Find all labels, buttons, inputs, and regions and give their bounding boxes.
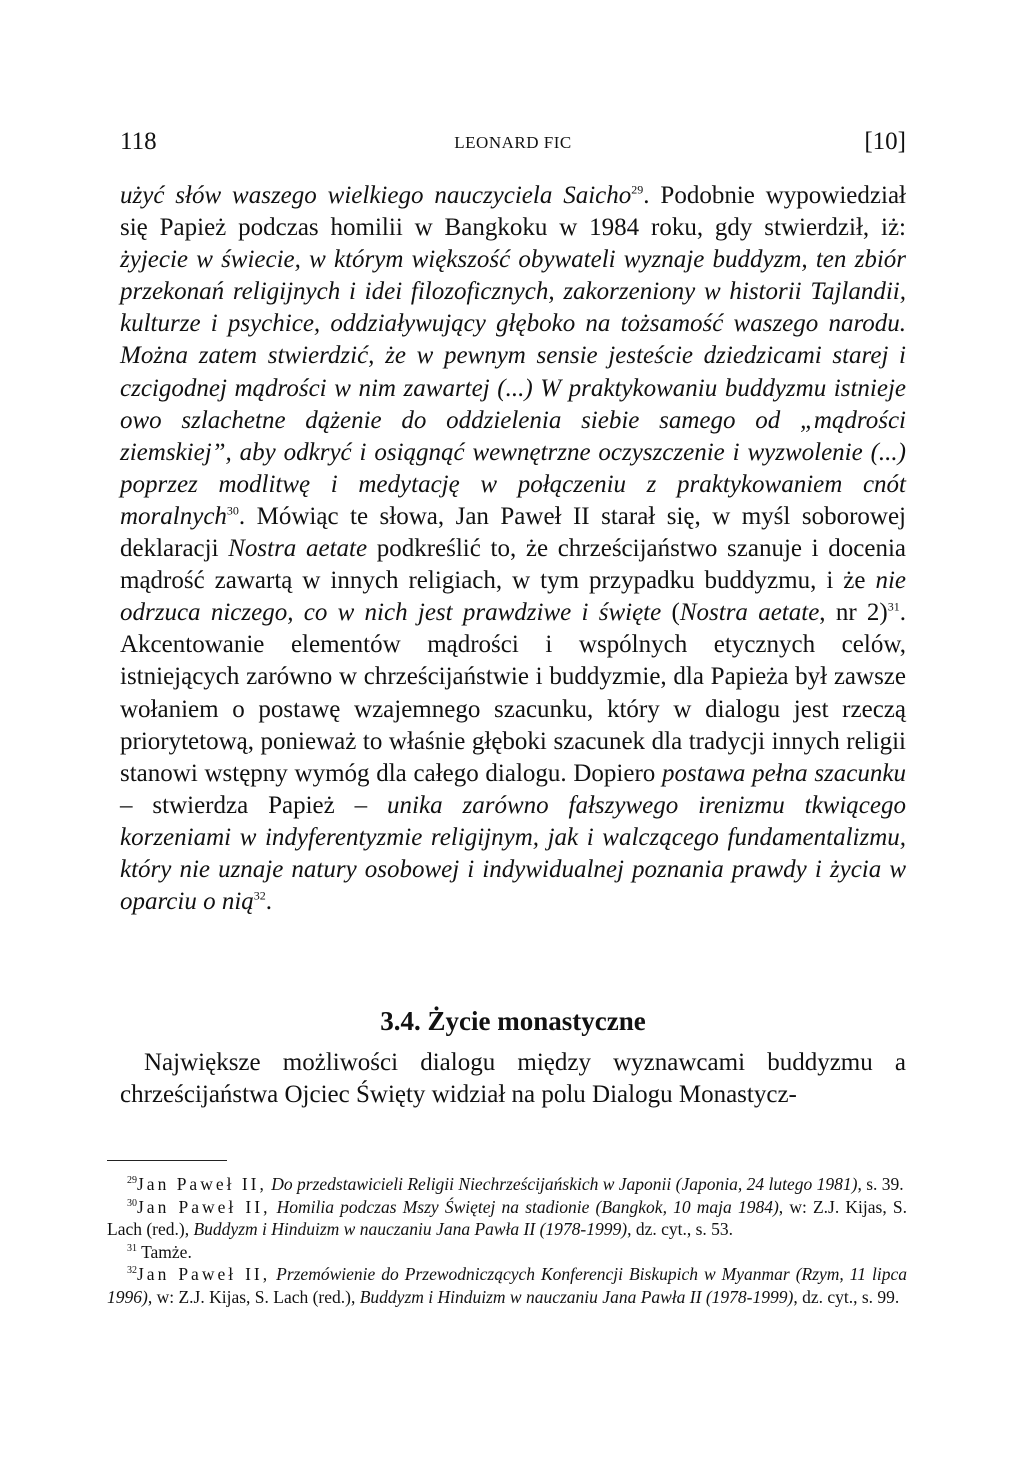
footnote-text: , w: Z.J. Kijas, S. Lach (red.),	[147, 1286, 360, 1307]
footnote-author: Jan Paweł II,	[137, 1196, 271, 1217]
footnote-ref: 32	[253, 888, 266, 903]
paragraph	[120, 180, 906, 918]
footnote-number: 30	[127, 1197, 137, 1209]
footnote-author: Jan Paweł II,	[137, 1174, 267, 1194]
footnote-ref: 31	[887, 599, 900, 614]
footnote-book: Buddyzm i Hinduizm w nauczaniu Jana Pawła II (1978-1999)	[193, 1219, 628, 1240]
footnote-book: Buddyzm i Hinduizm w nauczaniu Jana Pawła II (1978-1999)	[359, 1286, 794, 1307]
footnote-ref: 30	[226, 503, 239, 518]
section-heading: 3.4. Życie monastyczne	[380, 1006, 646, 1036]
footnote-text: , dz. cyt., s. 99.	[793, 1286, 900, 1307]
footnote-text: Tamże.	[141, 1241, 192, 1262]
quote-text: postawa pełna szacunku	[662, 759, 906, 787]
footnote-title: Przemówienie do Przewodniczących Konferencji Biskupich w Myanmar (Rzym, 11 lipca 1996)	[107, 1264, 907, 1307]
footnote-29	[107, 1173, 907, 1196]
body-text-run: , nr 2)	[819, 599, 888, 627]
footnote-number: 32	[127, 1265, 137, 1277]
body-text-run: .	[265, 888, 273, 916]
footnote-ref: 29	[631, 182, 644, 197]
body-text-run: . Akcentowanie elementów mądrości i wspólnych etycznych celów, istniejących zarówno w chrześcijaństwie i buddyzmie, dla Papieża był zawsze wołaniem o postawę wzajemnego szacunku, który w dialogu jest rzeczą priorytetową, ponieważ to właśnie głęboki szacunek dla tradycji innych religii stanowi wstępny wymóg dla całego dialogu. Dopiero	[120, 599, 907, 787]
footnote-author: Jan Paweł II,	[137, 1264, 271, 1285]
quote-text: nie odrzuca niczego, co w nich jest prawdziwe i święte	[120, 567, 906, 627]
footnote-number: 29	[127, 1175, 137, 1187]
quote-text: użyć słów waszego wielkiego nauczyciela Saicho	[120, 182, 632, 209]
footnote-number: 31	[127, 1242, 137, 1254]
quote-text: unika zarówno fałszywego irenizmu tkwiącego korzeniami w indyferentyzmie religijnym, jak i walczącego fundamentalizmu, który nie uznaje natury osobowej i indywidualnej poznania prawdy i życia w oparciu o nią	[120, 791, 906, 916]
quote-text: żyjecie w świecie, w którym większość obywateli wyznaje buddyzm, ten zbiór przekonań religijnych i idei filozoficznych, zakorzeniony w historii Tajlandii, kulturze i psychice, oddziaływujący głęboko na tożsamość waszego narodu. Można zatem stwierdzić, że w pewnym sensie jesteście dziedzicami starej i czcigodnej mądrości w nim zawartej (...) W praktykowaniu buddyzmu istnieje owo szlachetne dążenie do oddzielenia siebie samego od „mądrości ziemskiej”, aby odkryć i osiągnąć wewnętrzne oczyszczenie i wyzwolenie (...) poprzez modlitwę i medytację w połączeniu z praktykowaniem cnót moralnych	[120, 246, 906, 530]
footnote-title: Do przedstawicieli Religii Niechrześcijańskich w Japonii (Japonia, 24 lutego 1981)	[271, 1174, 858, 1194]
main-text	[120, 180, 906, 918]
body-text-run: podkreślić to, że chrześcijaństwo szanuje i docenia mądrość zawartą w innych religiach, w tym przypadku buddyzmu, i że	[120, 535, 906, 595]
footnotes	[107, 1173, 907, 1309]
body-text-run: – stwierdza Papież –	[120, 791, 388, 819]
running-head-author: LEONARD FIC	[454, 133, 572, 152]
document-title: Nostra aetate	[679, 599, 820, 627]
body-text-run: . Mówiąc te słowa, Jan Paweł II starał się, w myśl soborowej deklaracji	[120, 502, 906, 563]
body-text-run: (	[661, 599, 680, 627]
document-title: Nostra aetate	[228, 535, 368, 563]
running-header	[120, 128, 906, 160]
footnote-text: , s. 39.	[857, 1174, 904, 1194]
footnote-30	[107, 1196, 907, 1241]
section-paragraph: Największe możliwości dialogu między wyznawcami buddyzmu a chrześcijaństwa Ojciec Święty widział na polu Dialogu Monastycz-	[120, 1049, 906, 1108]
footnote-32	[107, 1263, 907, 1308]
footnote-divider	[107, 1160, 227, 1161]
footnote-title: Homilia podczas Mszy Świętej na stadionie (Bangkok, 10 maja 1984)	[276, 1196, 779, 1217]
footnote-31	[107, 1241, 907, 1264]
page-number: 118	[120, 128, 157, 155]
footnote-text: , dz. cyt., s. 53.	[627, 1219, 734, 1240]
footnote-text: , w: Z.J. Kijas, S. Lach (red.),	[107, 1196, 907, 1240]
body-text-run: . Podobnie wypowiedział się Papież podczas homilii w Bangkoku w 1984 roku, gdy stwierdził, iż:	[120, 182, 906, 242]
section-number: [10]	[864, 128, 906, 155]
